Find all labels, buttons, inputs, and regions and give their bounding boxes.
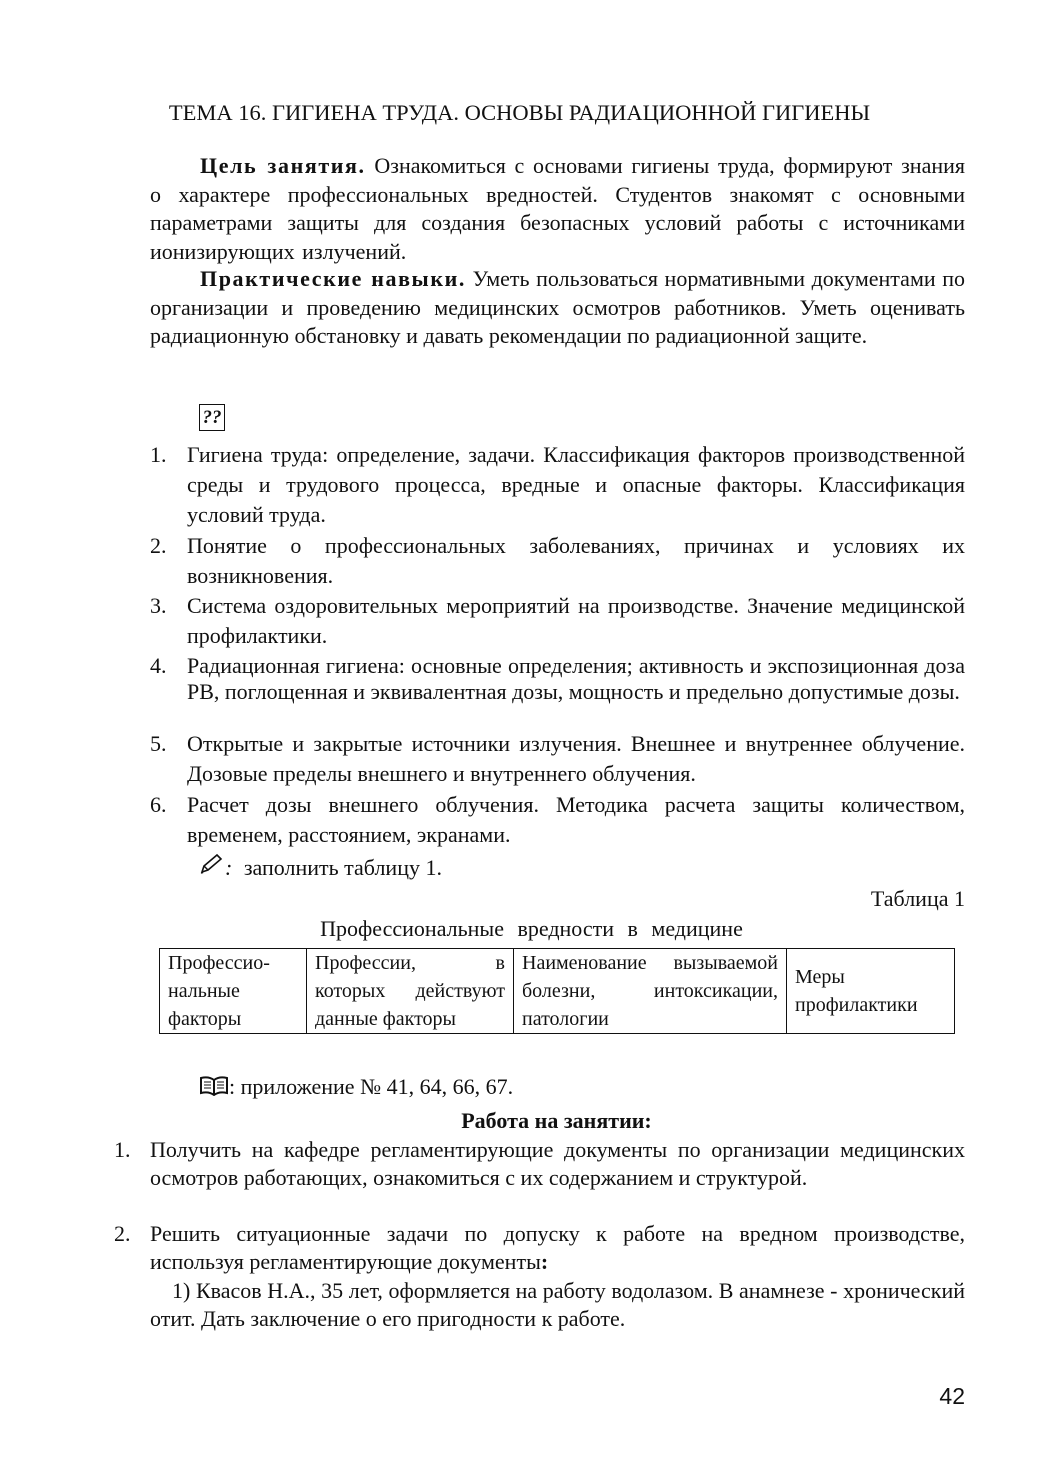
- task-line: [199, 853, 442, 883]
- work-item-number: 2.: [114, 1221, 131, 1246]
- question-number: 2.: [150, 533, 167, 558]
- table-header-cell: Меры профилактики: [787, 949, 955, 1034]
- table-title: Профессиональные вредности в медицине: [320, 916, 743, 941]
- skills-paragraph: [150, 265, 965, 351]
- task-colon: :: [225, 855, 233, 880]
- question-item: [150, 440, 965, 530]
- goal-text: Ознакомиться с основами гигиены труда, формируют знания о характере профессиональных вредностей. Студентов знакомят с основными параметрами защиты для создания безопасных условий работы с источниками ионизирующих излучений.: [150, 153, 965, 264]
- table-header-row: [160, 949, 955, 1034]
- question-number: 5.: [150, 731, 167, 756]
- hazards-table: [159, 948, 955, 1034]
- work-item: [114, 1220, 965, 1276]
- skills-text: Уметь пользоваться нормативными документами по организации и проведению медицинских осмотров работников. Уметь оценивать радиационную обстановку и давать рекомендации по радиационной защите.: [150, 266, 965, 348]
- question-item: [150, 790, 965, 850]
- question-number: 1.: [150, 442, 167, 467]
- task-text: заполнить таблицу 1.: [243, 855, 442, 880]
- question-text: Радиационная гигиена: основные определения; активность и экспозиционная доза РВ, поглощенная и эквивалентная дозы, мощность и предельно допустимые дозы.: [187, 653, 965, 704]
- table-caption: Таблица 1: [870, 886, 965, 911]
- subtask-paragraph: [150, 1277, 965, 1333]
- question-text: Система оздоровительных мероприятий на производстве. Значение медицинской профилактики.: [187, 593, 965, 648]
- question-text: Открытые и закрытые источники излучения. Внешнее и внутреннее облучение. Дозовые пределы внешнего и внутреннего облучения.: [187, 731, 965, 786]
- pencil-icon: [199, 853, 225, 883]
- appendix-line: [199, 1072, 513, 1102]
- question-item: [150, 653, 965, 704]
- page-number: 42: [939, 1383, 965, 1409]
- table-header-cell: Профессио-нальные факторы: [160, 949, 307, 1034]
- question-text: Гигиена труда: определение, задачи. Классификация факторов производственной среды и трудового процесса, вредные и опасные факторы. Классификация условий труда.: [187, 442, 965, 527]
- subtask-text: Квасов Н.А., 35 лет, оформляется на работу водолазом. В анамнезе - хронический отит. Дать заключение о его пригодности к работе.: [150, 1278, 965, 1331]
- work-item: [114, 1136, 965, 1192]
- skills-label: Практические навыки.: [200, 266, 466, 291]
- goal-label: Цель занятия.: [200, 153, 366, 178]
- work-section-title: Работа на занятии:: [461, 1108, 652, 1133]
- table-header-cell: Профессии, в которых действуют данные факторы: [307, 949, 514, 1034]
- work-item-number: 1.: [114, 1137, 131, 1162]
- table-header-cell: Наименование вызываемой болезни, интоксикации, патологии: [514, 949, 787, 1034]
- question-number: 3.: [150, 593, 167, 618]
- question-item: [150, 729, 965, 789]
- book-icon: [199, 1074, 229, 1094]
- subtask-number: 1): [172, 1278, 191, 1303]
- question-item: [150, 591, 965, 651]
- appendix-text: : приложение № 41, 64, 66, 67.: [229, 1074, 514, 1099]
- question-number: 6.: [150, 792, 167, 817]
- question-text: Понятие о профессиональных заболеваниях, причинах и условиях их возникновения.: [187, 533, 965, 588]
- work-item-text: Решить ситуационные задачи по допуску к работе на вредном производстве, используя регламентирующие документы: [150, 1221, 965, 1274]
- question-text: Расчет дозы внешнего облучения. Методика расчета защиты количеством, временем, расстоянием, экранами.: [187, 792, 965, 847]
- goal-paragraph: [150, 152, 965, 266]
- work-item-text: Получить на кафедре регламентирующие документы по организации медицинских осмотров работающих, ознакомиться с их содержанием и структурой.: [150, 1137, 965, 1190]
- work-item-text-wrap: [150, 1220, 965, 1276]
- questions-icon: ??: [199, 404, 225, 431]
- work-item-colon: :: [540, 1249, 549, 1274]
- question-item: [150, 531, 965, 591]
- question-number: 4.: [150, 653, 167, 678]
- page-title: ТЕМА 16. ГИГИЕНА ТРУДА. ОСНОВЫ РАДИАЦИОННОЙ ГИГИЕНЫ: [168, 100, 871, 125]
